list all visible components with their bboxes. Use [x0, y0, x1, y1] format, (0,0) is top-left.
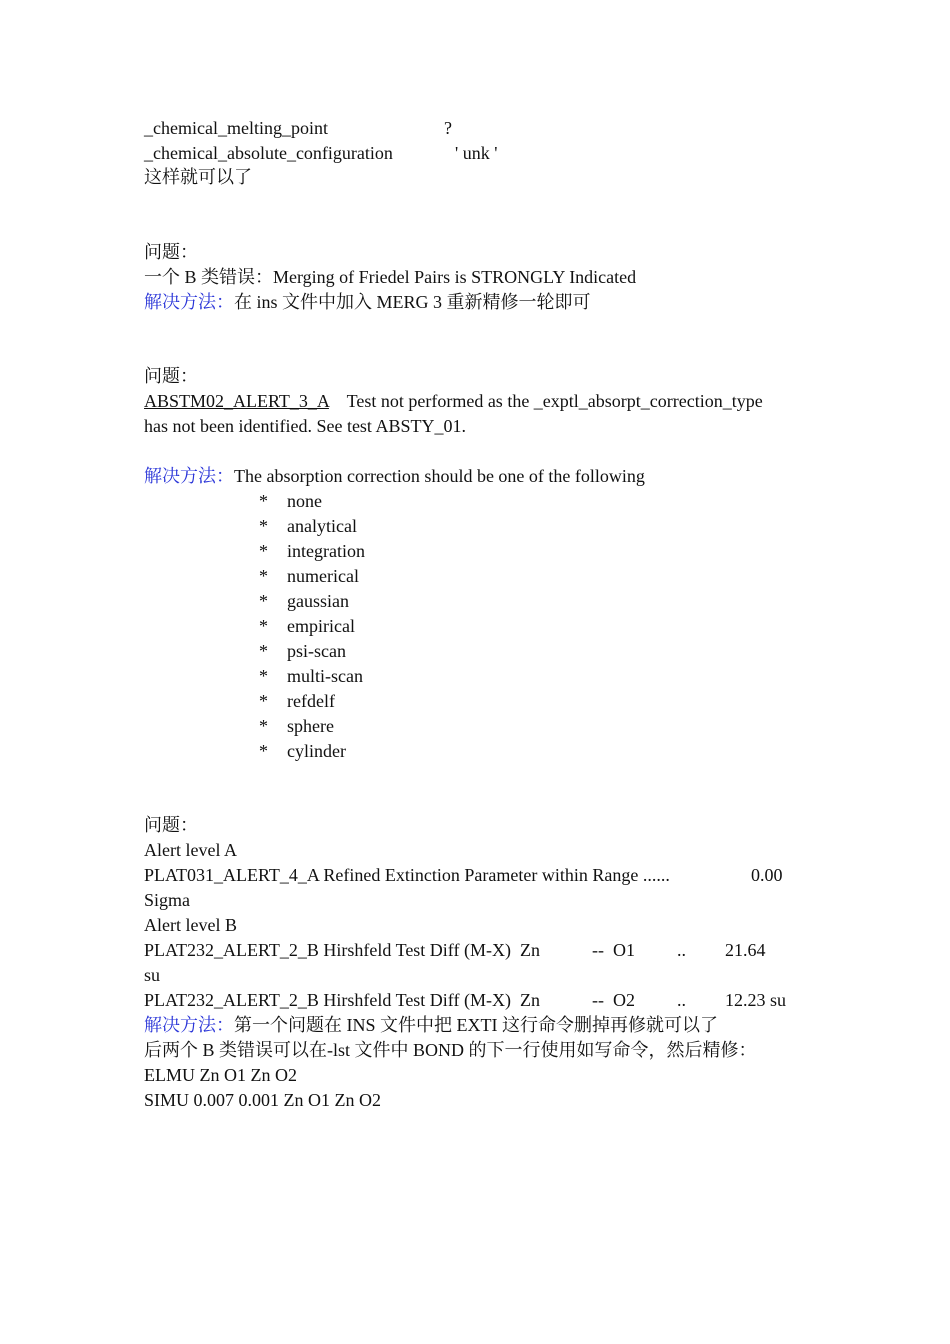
list-item: cylinder	[287, 741, 346, 761]
issue3-alert-level-b: Alert level B	[144, 915, 237, 935]
plat232-o2-atoms: -- O2	[592, 990, 635, 1010]
plat232-o1-value: 21.64	[725, 940, 766, 960]
bullet-marker: *	[259, 516, 268, 536]
issue2-solution-line	[144, 464, 645, 488]
plat031-value: 0.00	[751, 865, 783, 885]
list-item: numerical	[287, 566, 359, 586]
cif-melting-point-value: ?	[444, 118, 452, 138]
list-item: sphere	[287, 716, 334, 736]
plat232-o1-atoms: -- O1	[592, 940, 635, 960]
bullet-marker: *	[259, 691, 268, 711]
issue2-alert-line	[144, 389, 763, 413]
plat232-o1-dots: ..	[677, 940, 686, 960]
cif-abs-config-value: ' unk '	[455, 143, 498, 163]
plat031-line: PLAT031_ALERT_4_A Refined Extinction Parameter within Range ......	[144, 865, 670, 885]
list-item: integration	[287, 541, 365, 561]
plat232-o2-value: 12.23 su	[725, 990, 787, 1010]
issue3-alert-level-a: Alert level A	[144, 840, 237, 860]
command-elmu: ELMU Zn O1 Zn O2	[144, 1065, 297, 1085]
bullet-marker: *	[259, 741, 268, 761]
issue3-solution-text2: 后两个 B 类错误可以在-lst 文件中 BOND 的下一行使用如写命令，然后精修：	[144, 1040, 757, 1060]
plat232-o2-dots: ..	[677, 990, 686, 1010]
issue1-solution-label: 解决方法：	[144, 292, 234, 312]
issue2-alert-code: ABSTM02_ALERT_3_A	[144, 391, 329, 411]
issue2-alert-text: Test not performed as the _exptl_absorpt_correction_type	[346, 391, 763, 411]
bullet-marker: *	[259, 591, 268, 611]
issue1-solution-text: 在 ins 文件中加入 MERG 3 重新精修一轮即可	[234, 292, 591, 312]
cif-note: 这样就可以了	[144, 167, 252, 187]
issue2-question-label: 问题：	[144, 366, 198, 386]
bullet-marker: *	[259, 541, 268, 561]
issue2-solution-label: 解决方法：	[144, 466, 234, 486]
list-item: psi-scan	[287, 641, 346, 661]
issue2-solution-text: The absorption correction should be one of the following	[234, 466, 645, 486]
list-item: multi-scan	[287, 666, 363, 686]
bullet-marker: *	[259, 716, 268, 736]
bullet-marker: *	[259, 666, 268, 686]
list-item: refdelf	[287, 691, 335, 711]
plat232-o2-line: PLAT232_ALERT_2_B Hirshfeld Test Diff (M-X) Zn	[144, 990, 540, 1010]
cif-abs-config-key: _chemical_absolute_configuration	[144, 143, 393, 163]
plat232-o1-unit: su	[144, 965, 161, 985]
issue3-solution-label: 解决方法：	[144, 1015, 234, 1035]
issue3-solution-line	[144, 1013, 718, 1037]
issue1-question-label: 问题：	[144, 242, 198, 262]
list-item: analytical	[287, 516, 357, 536]
issue2-alert-text2: has not been identified. See test ABSTY_01.	[144, 416, 466, 436]
plat031-unit: Sigma	[144, 890, 191, 910]
bullet-marker: *	[259, 491, 268, 511]
command-simu: SIMU 0.007 0.001 Zn O1 Zn O2	[144, 1090, 381, 1110]
issue3-solution-text1: 第一个问题在 INS 文件中把 EXTI 这行命令删掉再修就可以了	[234, 1015, 718, 1035]
list-item: gaussian	[287, 591, 349, 611]
plat232-o1-line: PLAT232_ALERT_2_B Hirshfeld Test Diff (M-X) Zn	[144, 940, 540, 960]
cif-melting-point-key: _chemical_melting_point	[144, 118, 328, 138]
bullet-marker: *	[259, 566, 268, 586]
issue1-problem: 一个 B 类错误：Merging of Friedel Pairs is STRONGLY Indicated	[144, 267, 637, 287]
list-item: empirical	[287, 616, 355, 636]
bullet-marker: *	[259, 641, 268, 661]
list-item: none	[287, 491, 322, 511]
bullet-marker: *	[259, 616, 268, 636]
issue3-question-label: 问题：	[144, 815, 198, 835]
issue1-solution-line	[144, 290, 591, 314]
